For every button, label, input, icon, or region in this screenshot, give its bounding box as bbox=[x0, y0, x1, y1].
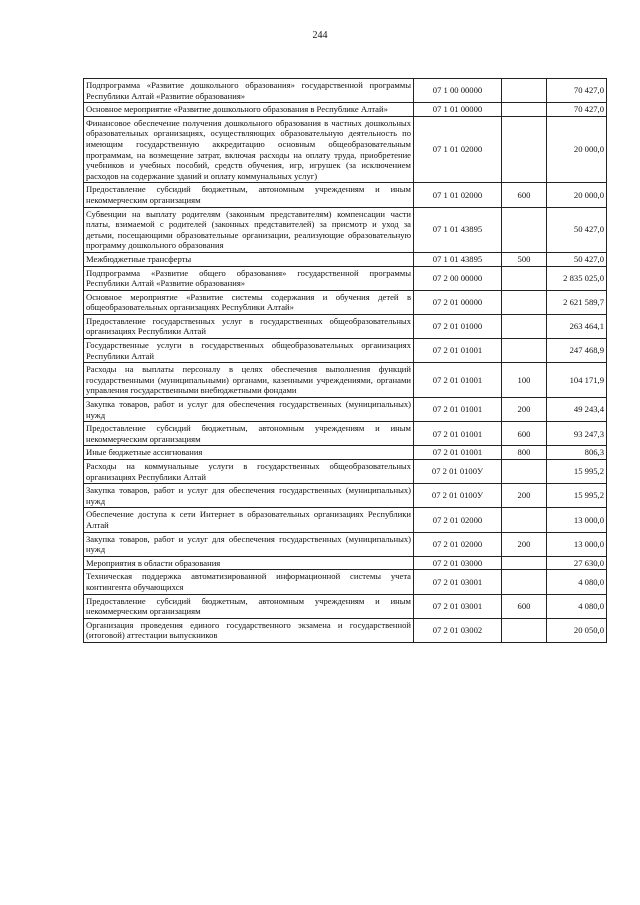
row-name: Организация проведения единого государственного экзамена и государственной (итоговой) аттестации выпускников bbox=[84, 618, 414, 642]
row-expense-type: 600 bbox=[502, 183, 547, 207]
row-name: Закупка товаров, работ и услуг для обеспечения государственных (муниципальных) нужд bbox=[84, 484, 414, 508]
row-name: Обеспечение доступа к сети Интернет в образовательных организациях Республики Алтай bbox=[84, 508, 414, 532]
row-code: 07 2 01 0100У bbox=[414, 484, 502, 508]
row-code: 07 2 01 03001 bbox=[414, 594, 502, 618]
table-row bbox=[84, 103, 607, 117]
row-expense-type bbox=[502, 103, 547, 117]
row-amount: 806,3 bbox=[547, 446, 607, 460]
page-number: 244 bbox=[312, 30, 328, 41]
row-amount: 20 000,0 bbox=[547, 116, 607, 183]
table-row bbox=[84, 314, 607, 338]
row-expense-type: 600 bbox=[502, 422, 547, 446]
row-code: 07 1 01 02000 bbox=[414, 116, 502, 183]
row-code: 07 2 01 03001 bbox=[414, 570, 502, 594]
row-code: 07 2 00 00000 bbox=[414, 266, 502, 290]
table-row bbox=[84, 183, 607, 207]
row-name: Подпрограмма «Развитие дошкольного образования» государственной программы Республики Алтай «Развитие образования» bbox=[84, 79, 414, 103]
row-expense-type bbox=[502, 339, 547, 363]
table-row bbox=[84, 594, 607, 618]
row-name: Предоставление государственных услуг в государственных общеобразовательных организациях Республики Алтай bbox=[84, 314, 414, 338]
table-row bbox=[84, 570, 607, 594]
row-amount: 13 000,0 bbox=[547, 508, 607, 532]
table-row bbox=[84, 484, 607, 508]
row-code: 07 1 01 00000 bbox=[414, 103, 502, 117]
row-amount: 15 995,2 bbox=[547, 460, 607, 484]
row-name: Расходы на выплаты персоналу в целях обеспечения выполнения функций государственными (муниципальными) органами, казенными учреждениями, органами управления государственными внебюджетными фондами bbox=[84, 363, 414, 398]
row-name: Иные бюджетные ассигнования bbox=[84, 446, 414, 460]
table-row bbox=[84, 116, 607, 183]
row-expense-type bbox=[502, 570, 547, 594]
row-amount: 2 621 589,7 bbox=[547, 290, 607, 314]
table-row bbox=[84, 532, 607, 556]
table-row bbox=[84, 460, 607, 484]
row-amount: 2 835 025,0 bbox=[547, 266, 607, 290]
row-amount: 50 427,0 bbox=[547, 207, 607, 252]
row-code: 07 2 01 01000 bbox=[414, 314, 502, 338]
row-code: 07 2 01 01001 bbox=[414, 363, 502, 398]
row-name: Предоставление субсидий бюджетным, автономным учреждениям и иным некоммерческим организациям bbox=[84, 183, 414, 207]
row-amount: 263 464,1 bbox=[547, 314, 607, 338]
row-code: 07 2 01 03002 bbox=[414, 618, 502, 642]
row-expense-type bbox=[502, 460, 547, 484]
row-expense-type: 200 bbox=[502, 532, 547, 556]
row-code: 07 2 01 01001 bbox=[414, 398, 502, 422]
row-name: Расходы на коммунальные услуги в государственных общеобразовательных организациях Республики Алтай bbox=[84, 460, 414, 484]
table-row bbox=[84, 363, 607, 398]
row-amount: 20 050,0 bbox=[547, 618, 607, 642]
row-name: Межбюджетные трансферты bbox=[84, 252, 414, 266]
table-row bbox=[84, 508, 607, 532]
row-name: Государственные услуги в государственных общеобразовательных организациях Республики Алтай bbox=[84, 339, 414, 363]
table-row bbox=[84, 252, 607, 266]
row-amount: 4 080,0 bbox=[547, 570, 607, 594]
table-row bbox=[84, 290, 607, 314]
row-expense-type: 100 bbox=[502, 363, 547, 398]
row-name: Техническая поддержка автоматизированной информационной системы учета контингента обучающихся bbox=[84, 570, 414, 594]
row-expense-type: 500 bbox=[502, 252, 547, 266]
row-amount: 104 171,9 bbox=[547, 363, 607, 398]
row-amount: 27 630,0 bbox=[547, 556, 607, 570]
row-amount: 70 427,0 bbox=[547, 103, 607, 117]
table-row bbox=[84, 79, 607, 103]
row-expense-type bbox=[502, 314, 547, 338]
table-row bbox=[84, 266, 607, 290]
row-expense-type bbox=[502, 556, 547, 570]
table-row bbox=[84, 618, 607, 642]
row-expense-type: 200 bbox=[502, 484, 547, 508]
row-amount: 15 995,2 bbox=[547, 484, 607, 508]
row-name: Субвенции на выплату родителям (законным представителям) компенсации части платы, взимаемой с родителей (законных представителей) за присмотр и уход за детьми, посещающими образовательные организации, реализующие образовательную программу дошкольного образования bbox=[84, 207, 414, 252]
row-expense-type: 800 bbox=[502, 446, 547, 460]
row-name: Предоставление субсидий бюджетным, автономным учреждениям и иным некоммерческим организациям bbox=[84, 422, 414, 446]
table-row bbox=[84, 446, 607, 460]
row-name: Основное мероприятие «Развитие дошкольного образования в Республике Алтай» bbox=[84, 103, 414, 117]
row-name: Основное мероприятие «Развитие системы содержания и обучения детей в общеобразовательных организациях Республики Алтай» bbox=[84, 290, 414, 314]
table-row bbox=[84, 398, 607, 422]
row-code: 07 1 00 00000 bbox=[414, 79, 502, 103]
row-code: 07 2 01 01001 bbox=[414, 422, 502, 446]
row-expense-type bbox=[502, 508, 547, 532]
row-name: Предоставление субсидий бюджетным, автономным учреждениям и иным некоммерческим организациям bbox=[84, 594, 414, 618]
row-expense-type bbox=[502, 116, 547, 183]
row-expense-type bbox=[502, 618, 547, 642]
row-amount: 13 000,0 bbox=[547, 532, 607, 556]
budget-table bbox=[83, 78, 607, 643]
row-expense-type: 200 bbox=[502, 398, 547, 422]
row-code: 07 2 01 03000 bbox=[414, 556, 502, 570]
row-amount: 247 468,9 bbox=[547, 339, 607, 363]
row-amount: 4 080,0 bbox=[547, 594, 607, 618]
row-code: 07 2 01 02000 bbox=[414, 532, 502, 556]
row-name: Закупка товаров, работ и услуг для обеспечения государственных (муниципальных) нужд bbox=[84, 532, 414, 556]
row-name: Закупка товаров, работ и услуг для обеспечения государственных (муниципальных) нужд bbox=[84, 398, 414, 422]
row-expense-type: 600 bbox=[502, 594, 547, 618]
table-row bbox=[84, 422, 607, 446]
row-amount: 20 000,0 bbox=[547, 183, 607, 207]
row-code: 07 1 01 02000 bbox=[414, 183, 502, 207]
table-row bbox=[84, 339, 607, 363]
row-name: Подпрограмма «Развитие общего образования» государственной программы Республики Алтай «Развитие образования» bbox=[84, 266, 414, 290]
row-expense-type bbox=[502, 290, 547, 314]
row-expense-type bbox=[502, 207, 547, 252]
row-code: 07 1 01 43895 bbox=[414, 252, 502, 266]
budget-table-body bbox=[84, 79, 607, 643]
row-code: 07 2 01 02000 bbox=[414, 508, 502, 532]
table-row bbox=[84, 207, 607, 252]
row-code: 07 2 01 00000 bbox=[414, 290, 502, 314]
row-name: Мероприятия в области образования bbox=[84, 556, 414, 570]
row-amount: 70 427,0 bbox=[547, 79, 607, 103]
row-amount: 49 243,4 bbox=[547, 398, 607, 422]
row-expense-type bbox=[502, 79, 547, 103]
row-code: 07 2 01 01001 bbox=[414, 446, 502, 460]
row-amount: 93 247,3 bbox=[547, 422, 607, 446]
row-code: 07 1 01 43895 bbox=[414, 207, 502, 252]
row-code: 07 2 01 0100У bbox=[414, 460, 502, 484]
row-code: 07 2 01 01001 bbox=[414, 339, 502, 363]
row-expense-type bbox=[502, 266, 547, 290]
row-amount: 50 427,0 bbox=[547, 252, 607, 266]
table-row bbox=[84, 556, 607, 570]
row-name: Финансовое обеспечение получения дошкольного образования в частных дошкольных образовательных организациях, осуществляющих образовательную деятельность по имеющим государственную аккредитацию основным общеобразовательным программам, на возмещение затрат, включая расходы на оплату труда, приобретение учебников и учебных пособий, средств обучения, игр, игрушек (за исключением расходов на содержание зданий и оплату коммунальных услуг) bbox=[84, 116, 414, 183]
